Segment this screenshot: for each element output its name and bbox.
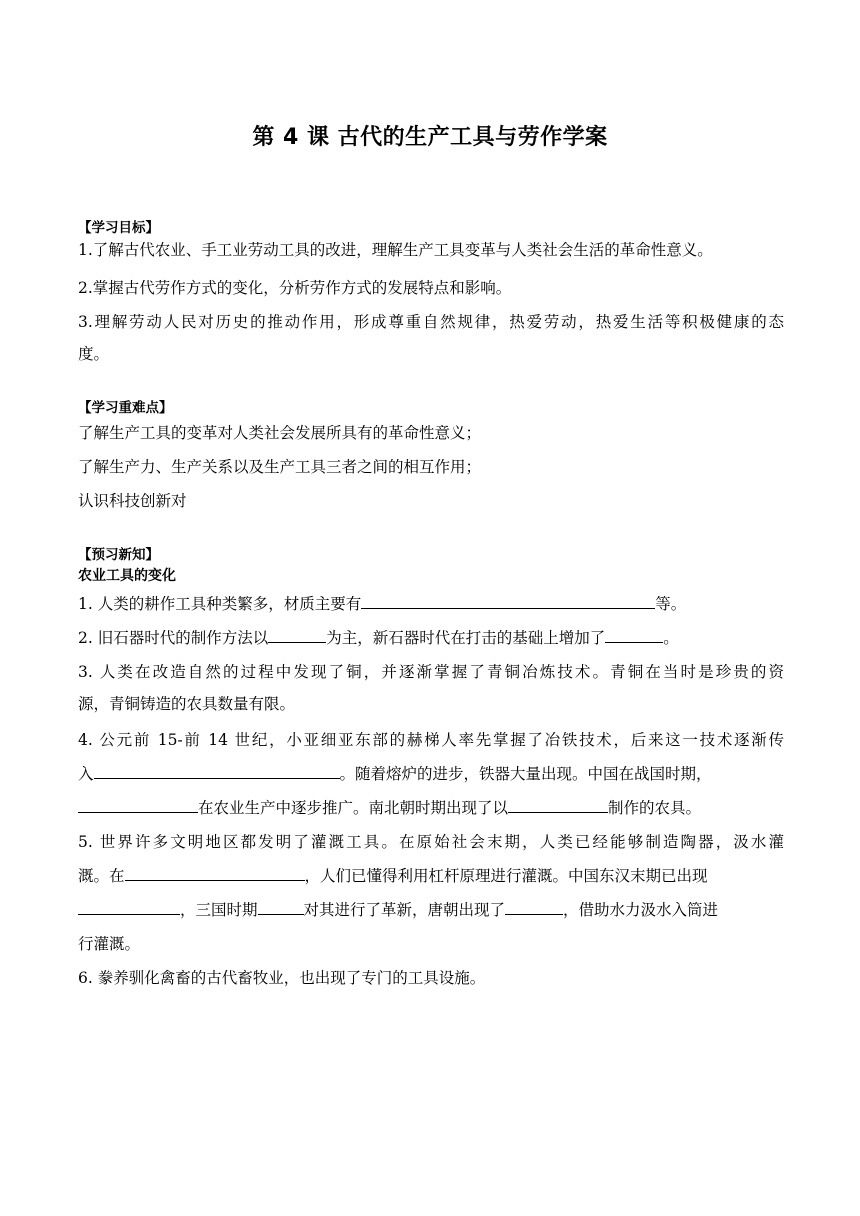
fill-blank[interactable] — [268, 627, 326, 643]
question-5-line-1: 5. 世界许多文明地区都发明了灌溉工具。在原始社会末期，人类已经能够制造陶器，汲水灌 — [78, 833, 784, 851]
question-2-text-c: 。 — [663, 629, 679, 647]
objective-item-1: 1.了解古代农业、手工业劳动工具的改进，理解生产工具变革与人类社会生活的革命性意义。 — [78, 241, 713, 259]
key-point-item-2: 了解生产力、生产关系以及生产工具三者之间的相互作用； — [78, 458, 482, 476]
fill-blank[interactable] — [508, 797, 608, 813]
question-2 — [78, 626, 679, 648]
question-6: 6. 豢养驯化禽畜的古代畜牧业，也出现了专门的工具设施。 — [78, 969, 486, 987]
question-4-line-2 — [78, 762, 712, 784]
question-2-text-b: 为主，新石器时代在打击的基础上增加了 — [326, 629, 606, 647]
question-5-text-c: ，三国时期 — [180, 901, 258, 919]
key-point-item-1: 了解生产工具的变革对人类社会发展所具有的革命性意义； — [78, 424, 482, 442]
question-4-text-a: 入 — [78, 765, 94, 783]
objectives-heading: 【学习目标】 — [78, 220, 159, 236]
preview-subheading: 农业工具的变化 — [78, 568, 176, 584]
question-5-text-d: 对其进行了革新，唐朝出现了 — [303, 901, 506, 919]
question-4-line-1: 4. 公元前 15-前 14 世纪，小亚细亚东部的赫梯人率先掌握了冶铁技术，后来这一技术逐渐传 — [78, 731, 784, 749]
objective-item-3-line-2: 度。 — [78, 345, 110, 363]
question-3-line-2: 源，青铜铸造的农具数量有限。 — [78, 695, 296, 713]
question-4-text-b: 。随着熔炉的进步，铁器大量出现。中国在战国时期， — [339, 765, 712, 783]
key-point-item-3: 认识科技创新对 — [78, 492, 187, 510]
fill-blank[interactable] — [125, 865, 305, 881]
question-1 — [78, 592, 686, 614]
question-4-line-3 — [78, 796, 701, 818]
question-5-line-3 — [78, 898, 718, 920]
fill-blank[interactable] — [361, 593, 655, 609]
question-5-text-e: ，借助水力汲水入筒进 — [563, 901, 719, 919]
question-5-text-b: ，人们已懂得利用杠杆原理进行灌溉。中国东汉末期已出现 — [304, 867, 708, 885]
question-1-text-b: 等。 — [655, 595, 687, 613]
fill-blank[interactable] — [258, 899, 304, 915]
question-5-line-4: 行灌溉。 — [78, 935, 141, 953]
fill-blank[interactable] — [94, 763, 340, 779]
question-1-text-a: 1. 人类的耕作工具种类繁多，材质主要有 — [78, 595, 362, 613]
fill-blank[interactable] — [505, 899, 563, 915]
page-title: 第 4 课 古代的生产工具与劳作学案 — [252, 125, 608, 150]
question-3-line-1: 3. 人类在改造自然的过程中发现了铜，并逐渐掌握了青铜冶炼技术。青铜在当时是珍贵的资 — [78, 663, 784, 681]
objective-item-3-line-1: 3.理解劳动人民对历史的推动作用，形成尊重自然规律，热爱劳动，热爱生活等积极健康的态 — [78, 313, 784, 331]
fill-blank[interactable] — [605, 627, 663, 643]
preview-heading: 【预习新知】 — [78, 547, 159, 563]
key-points-heading: 【学习重难点】 — [78, 400, 173, 416]
question-5-line-2 — [78, 864, 708, 886]
question-5-text-a: 溉。在 — [78, 867, 125, 885]
question-2-text-a: 2. 旧石器时代的制作方法以 — [78, 629, 269, 647]
fill-blank[interactable] — [78, 899, 180, 915]
objective-item-2: 2.掌握古代劳作方式的变化，分析劳作方式的发展特点和影响。 — [78, 279, 512, 297]
question-4-text-d: 制作的农具。 — [608, 799, 702, 817]
question-4-text-c: 在农业生产中逐步推广。南北朝时期出现了以 — [198, 799, 509, 817]
fill-blank[interactable] — [78, 797, 198, 813]
